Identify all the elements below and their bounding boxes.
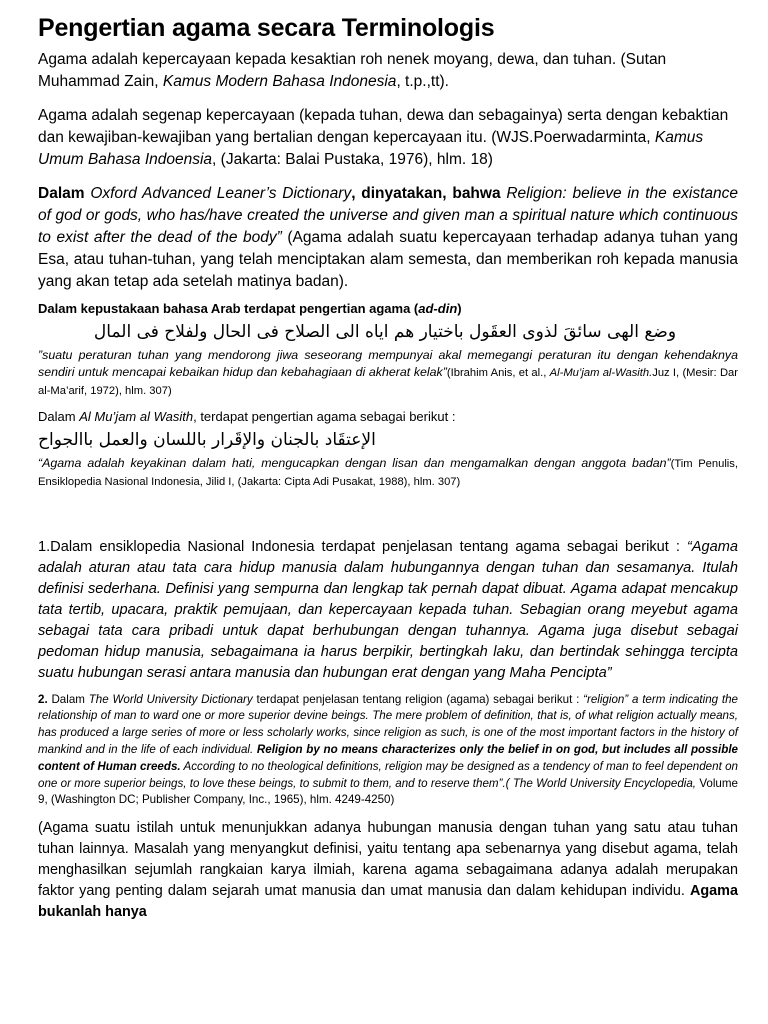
- arabic-2-lead-tail: , terdapat pengertian agama sebagai berikut :: [193, 408, 456, 424]
- arabic-heading-tail: ): [457, 301, 462, 316]
- page-title: Pengertian agama secara Terminologis: [38, 14, 495, 42]
- arabic-1-citation-tail: Juz I, (Mesir: Dar al-Ma’arif, 1972), hlm. 307): [38, 367, 738, 398]
- closing-text: (Agama suatu istilah untuk menunjukkan adanya hubungan manusia dengan tuhan yang satu atau tuhan tuhan lainnya. Masalah yang menyangkut definisi, yaitu tentang apa sebenarnya yang disebut agama, telah menghasilkan sejumlah rangkaian karya ilmiah, karena agama sebagaimana adanya adalah merupakan faktor yang penting dalam sejarah: [38, 820, 738, 900]
- arabic-quote-1: وضع الهى سائقَ لذوى العقَول باختيار هم اياه الى الصلاح فى الحال ولفلاح فى المال: [93, 321, 677, 342]
- definition-paragraph-1: [38, 49, 738, 93]
- section-spacer: [38, 493, 738, 537]
- oxford-lead: Dalam: [38, 185, 91, 202]
- item-2-quote-part-2: According to no theological definitions, religion may be designed as a tendency of man to feel dependent on one or more superior beings, to love these beings, to submit to them, and to reserve them”: [38, 759, 738, 790]
- closing-paragraph: [38, 818, 738, 923]
- arabic-heading-lead: Dalam kepustakaan bahasa Arab terdapat pengertian agama (: [38, 301, 419, 316]
- arabic-heading-term: ad-din: [418, 301, 458, 316]
- item-2-number: 2.: [38, 692, 52, 706]
- oxford-mid: , dinyatakan, bahwa: [351, 185, 507, 202]
- arabic-2-lead-plain: Dalam: [38, 408, 80, 424]
- definition-paragraph-2: [38, 105, 738, 171]
- item-2-lead-plain: Dalam: [51, 692, 89, 706]
- arabic-2-lead-title: Al Mu’jam al Wasith: [79, 408, 194, 424]
- arabic-1-citation-lead: (Ibrahim Anis, et al.,: [446, 367, 550, 380]
- item-1-quote: “Agama adalah aturan atau tata cara hidup manusia dalam hubungannya dengan tuhan dan sesamanya. Itulah definisi sederhana. Definisi yang sempurna dan lengkap tak pernah dapat dibuat. Agama adapat mencakup tata tertib, upacara, praktik pemujaan, dan kepercayaan kepada tuhan. Sebagian orang meyebut agama sebagai tata cara pribadi untuk dapat berhubungan dengan tuhannya. Agama juga disebut sebagai pedoman hidup manusia, sebagaimana ia harus berpikir, bertingkah laku, dan bertindak sehingga tercipta suatu hubungan serasi antara manusia dan hubungan erat dengan yang Maha Pencipta”: [38, 538, 738, 681]
- item-2-dictionary-name: The World University Dictionary: [88, 692, 253, 706]
- item-2-citation-title: .( The World University Encyclopedia,: [502, 776, 697, 790]
- definition-1-tail: , t.p.,tt).: [396, 73, 449, 90]
- definition-paragraph-oxford: [38, 183, 738, 293]
- definition-1-text: Agama adalah kepercayaan kepada kesaktian roh nenek moyang, dewa, dan tuhan. (Sutan Muhammad Zain,: [38, 51, 667, 90]
- arabic-1-citation-title: Al-Mu’jam al-Wasith.: [549, 367, 653, 380]
- item-2-lead-tail: terdapat penjelasan tentang religion (agama) sebagai berikut :: [252, 692, 584, 706]
- arabic-1-translation-text: ”suatu peraturan tuhan yang mendorong jiwa seseorang mempunyai akal memegangi peraturan itu dengan kehendaknya sendiri untuk mencapai kebaikan hidup dan kebahagiaan di akherat kelak”: [38, 347, 738, 380]
- list-item-2: [38, 692, 738, 810]
- definition-2-text: Agama adalah segenap kepercayaan (kepada tuhan, dewa dan sebagainya) serta dengan kebaktian dan kewajiban-kewajiban yang bertalian dengan kepercayaan itu. (WJS.Poerwadarminta,: [38, 107, 729, 146]
- list-item-1: [38, 537, 738, 684]
- arabic-2-translation-text: “Agama adalah keyakinan dalam hati, mengucapkan dengan lisan dan mengamalkan dengan anggota badan”: [38, 455, 671, 470]
- arabic-quote-2: الإعتقَاد بالجنان والإقَرار باللسان والعمل باالجواح: [38, 430, 376, 451]
- arabic-2-translation: [38, 455, 738, 491]
- item-1-lead: 1.Dalam ensiklopedia Nasional Indonesia terdapat penjelasan tentang agama sebagai berikut :: [38, 538, 687, 555]
- arabic-1-translation: [38, 347, 738, 400]
- definition-1-source: Kamus Modern Bahasa Indonesia: [162, 73, 397, 90]
- definition-2-tail: , (Jakarta: Balai Pustaka, 1976), hlm. 18): [212, 151, 493, 168]
- arabic-section-2-lead: [38, 408, 738, 426]
- item-2-quote-emphasis: Religion by no means characterizes only the belief in on god, but includes all possible content of Human creeds.: [38, 742, 739, 773]
- closing-cut-bold: Agama bukanlah hanya: [38, 883, 738, 921]
- oxford-quote: Religion: believe in the existance of god or gods, who has/have created the universe and given man a spiritual nature which continuous to exist after the dead of the body”: [38, 185, 738, 246]
- item-2-citation-tail: Volume 9, (Washington DC; Publisher Company, Inc., 1965), hlm. 4249-4250): [38, 776, 738, 807]
- oxford-translation: (Agama adalah suatu kepercayaan terhadap adanya tuhan yang Esa, atau tuhan-tuhan, yang telah menciptakan alam semesta, dan memberikan roh kepada manusia yang akan tetap ada setelah matinya badan).: [38, 229, 738, 290]
- oxford-dictionary-name: Oxford Advanced Leaner’s Dictionary: [90, 185, 352, 202]
- closing-cut-text: umat manusia dan umat manusia dan dalam kehidupan individu.: [264, 883, 690, 900]
- arabic-2-citation: (Tim Penulis, Ensiklopedia Nasional Indonesia, Jilid I, (Jakarta: Cipta Adi Pusakat, 1988), hlm. 307): [38, 457, 738, 488]
- arabic-section-1-heading: [38, 301, 738, 318]
- definition-2-source: Kamus Umum Bahasa Indoensia: [38, 129, 704, 168]
- item-2-quote-part-1: “religion” a term indicating the relationship of man to ward one or more superior devine beings. The mere problem of definition, that is, of what religion actually means, has produced a large series of more or less scholarly works, since religion as such, is one of the most important factors in the history of mankind and in the life of each individual.: [38, 692, 739, 756]
